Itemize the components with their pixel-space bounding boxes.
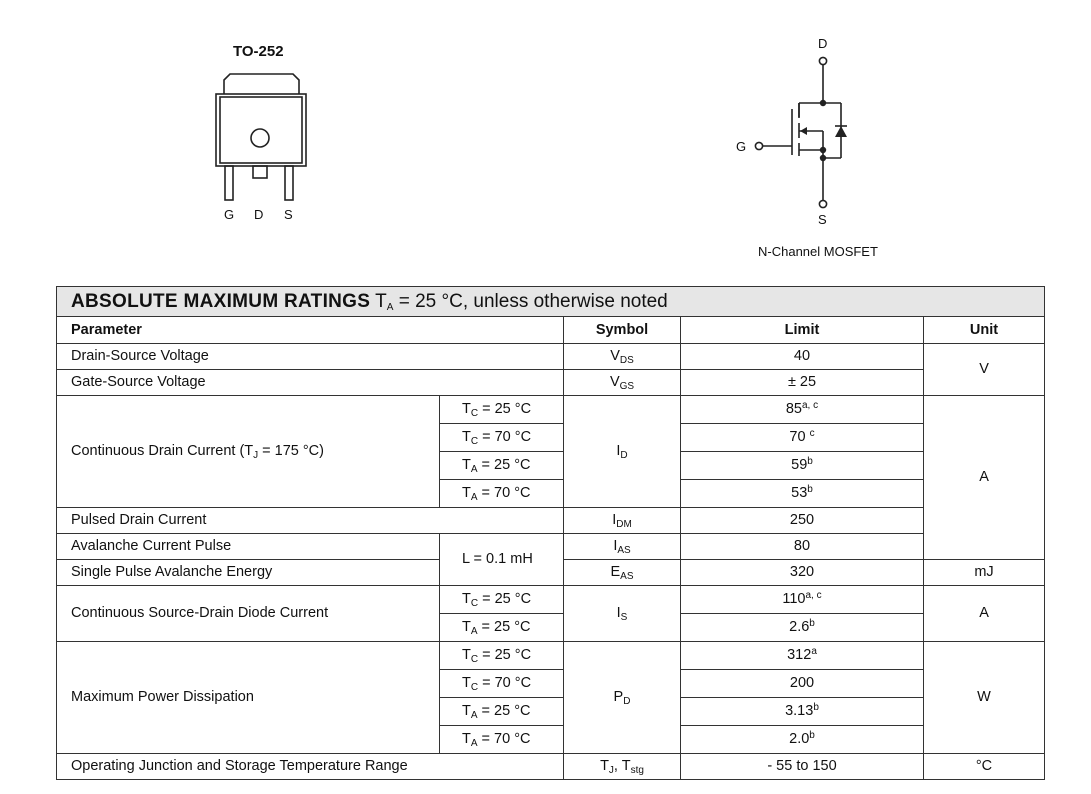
symbol-cell: $I_S$ xyxy=(564,586,681,642)
limit-cell: 2.0$^b$ xyxy=(681,726,924,754)
header-unit: Unit xyxy=(924,317,1045,344)
table-row xyxy=(57,642,1045,670)
absolute-maximum-ratings-table xyxy=(56,286,1045,780)
limit-cell: 110$^{a, c}$ xyxy=(681,586,924,614)
symbol-cell: $P_D$ xyxy=(564,642,681,754)
n-channel-mosfet-symbol xyxy=(728,30,868,235)
limit-cell: 70 $^c$ xyxy=(681,424,924,452)
limit-cell: 312$^a$ xyxy=(681,642,924,670)
header-limit: Limit xyxy=(681,317,924,344)
table-header-row xyxy=(57,317,1045,344)
limit-cell: 85$^{a, c}$ xyxy=(681,396,924,424)
symbol-cell: $I_D$ xyxy=(564,396,681,508)
unit-cell: W xyxy=(924,642,1045,754)
table-title: ABSOLUTE MAXIMUM RATINGS $T_A = 25$ °C, unless otherwise noted xyxy=(57,287,1045,317)
table-row xyxy=(57,508,1045,534)
unit-cell: A xyxy=(924,396,1045,560)
pin-label-s: S xyxy=(284,207,293,222)
header-symbol: Symbol xyxy=(564,317,681,344)
limit-cell: 200 xyxy=(681,670,924,698)
symbol-cell: $E_{AS}$ xyxy=(564,560,681,586)
symbol-cell: $V_{DS}$ xyxy=(564,344,681,370)
condition-cell: $T_A = 25$ °C xyxy=(440,614,564,642)
condition-cell: $T_A = 70$ °C xyxy=(440,726,564,754)
table-row xyxy=(57,754,1045,780)
limit-cell: 53$^b$ xyxy=(681,480,924,508)
param-cell: Gate-Source Voltage xyxy=(57,370,564,396)
limit-cell: 250 xyxy=(681,508,924,534)
symbol-cell: $T_J$, $T_{stg}$ xyxy=(564,754,681,780)
condition-cell: L = 0.1 mH xyxy=(440,534,564,586)
param-cell: Continuous Source-Drain Diode Current xyxy=(57,586,440,642)
param-cell: Single Pulse Avalanche Energy xyxy=(57,560,440,586)
schematic-gate-label: G xyxy=(736,139,747,154)
param-cell: Drain-Source Voltage xyxy=(57,344,564,370)
unit-cell: °C xyxy=(924,754,1045,780)
table-row xyxy=(57,534,1045,560)
table-row xyxy=(57,396,1045,424)
unit-cell: mJ xyxy=(924,560,1045,586)
condition-cell: $T_C = 70$ °C xyxy=(440,424,564,452)
symbol-cell: $I_{AS}$ xyxy=(564,534,681,560)
limit-cell: 40 xyxy=(681,344,924,370)
pin-label-d: D xyxy=(254,207,264,222)
param-cell: Maximum Power Dissipation xyxy=(57,642,440,754)
schematic-source-label: S xyxy=(818,212,827,227)
schematic-drain-label: D xyxy=(818,36,828,51)
limit-cell: 320 xyxy=(681,560,924,586)
limit-cell: ± 25 xyxy=(681,370,924,396)
limit-cell: 59$^b$ xyxy=(681,452,924,480)
condition-cell: $T_A = 25$ °C xyxy=(440,698,564,726)
param-cell: Continuous Drain Current ($T_J = 175$ °C) xyxy=(57,396,440,508)
table-row xyxy=(57,586,1045,614)
limit-cell: 80 xyxy=(681,534,924,560)
limit-cell: 3.13$^b$ xyxy=(681,698,924,726)
package-title: TO-252 xyxy=(233,43,284,60)
param-cell: Avalanche Current Pulse xyxy=(57,534,440,560)
schematic-caption: N-Channel MOSFET xyxy=(758,244,878,259)
param-cell: Pulsed Drain Current xyxy=(57,508,564,534)
to252-package-outline xyxy=(205,70,315,205)
table-row xyxy=(57,370,1045,396)
unit-cell: V xyxy=(924,344,1045,396)
table-title-row xyxy=(57,287,1045,317)
condition-cell: $T_C = 25$ °C xyxy=(440,642,564,670)
condition-cell: $T_A = 25$ °C xyxy=(440,452,564,480)
limit-cell: - 55 to 150 xyxy=(681,754,924,780)
symbol-cell: $I_{DM}$ xyxy=(564,508,681,534)
table-row xyxy=(57,344,1045,370)
condition-cell: $T_C = 25$ °C xyxy=(440,586,564,614)
header-parameter: Parameter xyxy=(57,317,564,344)
limit-cell: 2.6$^b$ xyxy=(681,614,924,642)
param-cell: Operating Junction and Storage Temperature Range xyxy=(57,754,564,780)
unit-cell: A xyxy=(924,586,1045,642)
condition-cell: $T_A = 70$ °C xyxy=(440,480,564,508)
pin-label-g: G xyxy=(224,207,235,222)
condition-cell: $T_C = 70$ °C xyxy=(440,670,564,698)
symbol-cell: $V_{GS}$ xyxy=(564,370,681,396)
condition-cell: $T_C = 25$ °C xyxy=(440,396,564,424)
